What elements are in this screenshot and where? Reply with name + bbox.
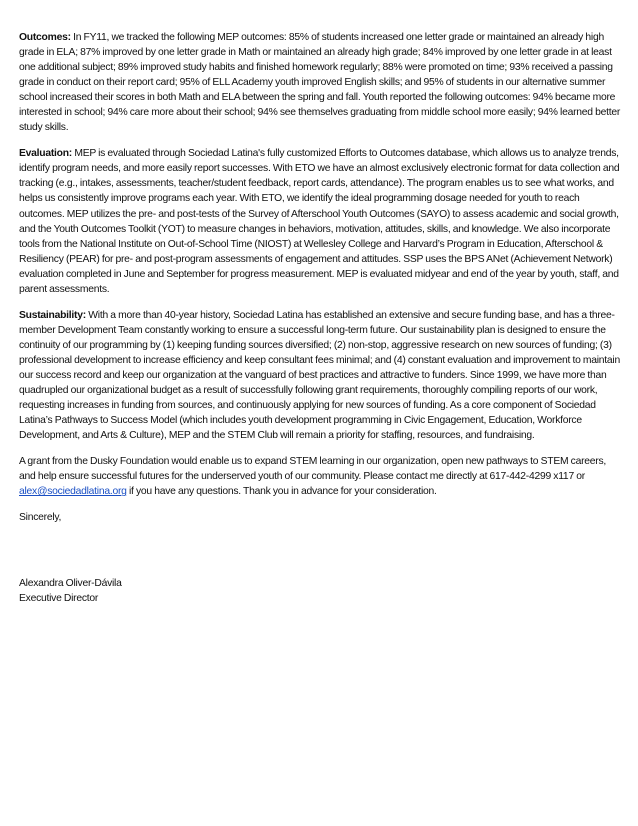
salutation: Sincerely, [19,512,62,524]
signer-name: Alexandra Oliver-Dávila [19,578,122,590]
signature-space [19,536,624,576]
signer-title: Executive Director [19,593,99,605]
closing-paragraph [19,454,624,499]
closing-text-before: A grant from the Dusky Foundation would enable us to expand STEM learning in our organization, open new pathways to STEM careers, and help ensure successful futures for the underserved youth of our community. Please contact me directly at 617-442-4299 x117 or [19,456,607,483]
evaluation-label: Evaluation: [19,148,72,160]
letter-page [19,30,624,607]
outcomes-label: Outcomes: [19,32,71,43]
sustainability-label: Sustainability: [19,309,86,321]
evaluation-paragraph [19,146,624,296]
outcomes-text: In FY11, we tracked the following MEP outcomes: 85% of students increased one letter grade or maintained an already high grade in ELA; 87% improved by one letter grade in Math or maintained an already high grade; 84% improved by one letter grade in at least one additional subject; 89% improved study habits and finished homework regularly; 88% were promoted on time; 93% received a passing grade in conduct on their report card; 95% of ELL Academy youth improved English skills; and 95% of students in our alternative summer school increased their scores in both Math and ELA between the spring and fall. Youth reported the following outcomes: 94% became more interested in school; 94% care more about their school; 94% see themselves graduating from middle school more easily; 94% learned better study skills. [19,32,621,134]
sustainability-text: With a more than 40-year history, Sociedad Latina has established an extensive and secure funding base, and has a three-member Development Team constantly working to ensure a successful long-term future. Our sustainability plan is designed to ensure the continuity of our programming by (1) keeping funding sources diversified; (2) non-stop, aggressive research on new sources of funding; (3) professional development to increase efficiency and keep consultant fees minimal; and (4) constant evaluation and improvement to maintain our success record and keep our organization at the vanguard of best practices and attractive to funders. Since 1999, we have more than quadrupled our organizational budget as a result of successfully following grant requirements, thoroughly compiling reports of our work, requesting increases in funding from sources, and continuously applying for new sources of funding. As a core component of Sociedad Latina’s Pathways to Success Model (which includes youth development programming in Civic Engagement, Education, Workforce Development, and Arts & Culture), MEP and the STEM Club will remain a priority for staffing, resources, and fundraising. [19,309,620,442]
evaluation-text: MEP is evaluated through Sociedad Latina's fully customized Efforts to Outcomes database, which allows us to analyze trends, identify program needs, and more easily report successes. With ETO we have an almost exclusively electronic format for data collection and tracking (e.g., intakes, assessments, teacher/student feedback, report cards, attendance). The program enables us to see what works, and helps us consistently improve programs each year. With ETO, we identify the ideal programming dosage needed for youth to reach outcomes. MEP utilizes the pre- and post-tests of the Survey of Afterschool Youth Outcomes (SAYO) to assess academic and social growth, and the Youth Outcomes Toolkit (YOT) to measure changes in behaviors, motivation, attitudes, skills, and knowledge. We also incorporate tools from the National Institute on Out-of-School Time (NIOST) at Wellesley College and Harvard’s Program in Education, Afterschool & Resiliency (PEAR) for pre- and post-program assessments of engagement and attitudes. SSP uses the BPS ANet (Achievement Network) evaluation completed in June and September for progress measurement. MEP is evaluated midyear and end of the year by youth, staff, and parent assessments. [19,148,620,295]
email-link[interactable]: alex@sociedadlatina.org [19,486,127,498]
outcomes-paragraph [19,30,624,135]
sustainability-paragraph [19,308,624,443]
closing-text-after: if you have any questions. Thank you in advance for your consideration. [126,486,437,498]
